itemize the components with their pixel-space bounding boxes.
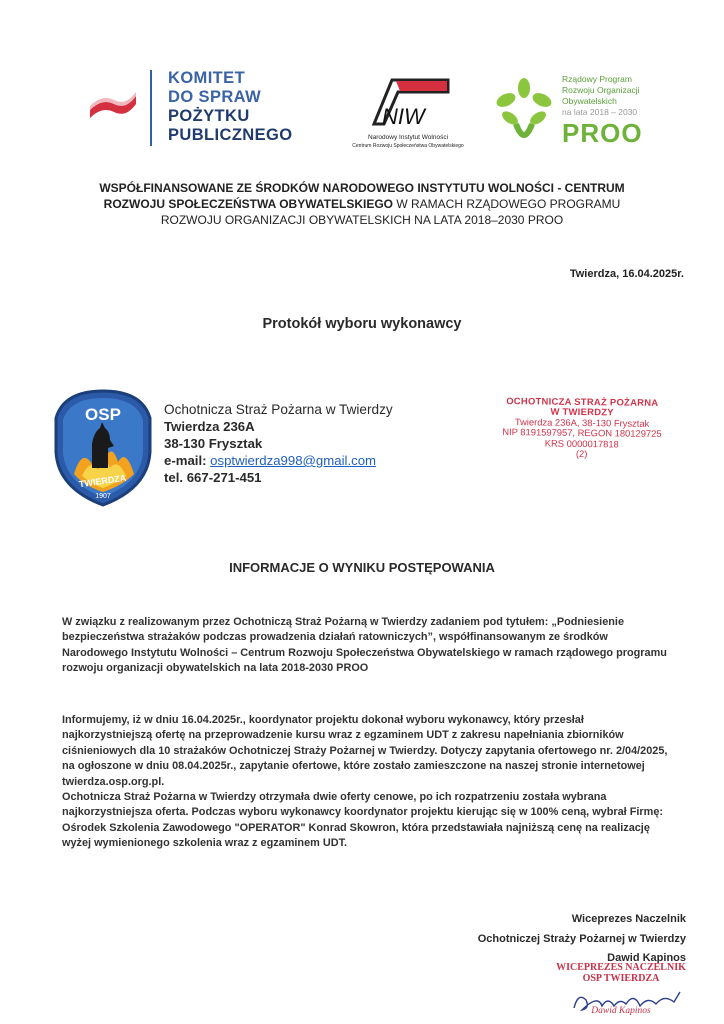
paragraph-result: Informujemy, iż w dniu 16.04.2025r., koordynator projektu dokonał wyboru wykonawcy, który przesłał najkorzystniejszą ofertę na przeprowadzenie kursu wraz z egzaminem UDT z zakresu napełniania zbiorników ciśnieniowych dla 10 strażaków Ochotniczej Straży Pożarnej w Twierdzy. Dotyczy zapytania ofertowego nr. 2/04/2025, na ogłoszone w dniu 08.04.2025r., zapytanie ofertowe, które zostało zamieszczone na naszej stronie internetowej twierdza.osp.org.pl. Ochotnicza Straż Pożarna w Twierdzy otrzymała dwie oferty cenowe, po ich rozpatrzeniu została wybrana najkorzystniejsza oferta. Podczas wyboru wykonawcy koordynator projektu kierując się w 100% ceną, wybrał Firmę: Ośrodek Szkolenia Zawodowego "OPERATOR" Konrad Skowron, która przedstawiała najniższą cenę na realizację wyżej wymienionego szkolenia wraz z egzaminem UDT. <box>62 714 668 850</box>
niw-mark: NIW <box>382 104 425 129</box>
niw-logo-icon <box>362 72 452 132</box>
document-title: Protokół wyboru wykonawcy <box>262 316 462 332</box>
badge-top-text: OSP <box>85 405 121 424</box>
komitet-logo-text: KOMITET DO SPRAW POŻYTKU PUBLICZNEGO <box>168 69 293 144</box>
organization-contact <box>164 401 393 486</box>
niw-subtitle: Narodowy Instytut Wolności Centrum Rozwoju Społeczeństwa Obywatelskiego <box>352 134 464 149</box>
proo-program-text: Rządowy Program Rozwoju Organizacji Obywatelskich na lata 2018 – 2030 <box>562 74 640 117</box>
signature-block: Wiceprezes Naczelnik Ochotniczej Straży Pożarnej w Twierdzy Dawid Kapinos <box>477 913 686 964</box>
badge-bottom-text: TWIERDZA <box>78 472 127 490</box>
org-phone: tel. 667-271-451 <box>164 470 262 485</box>
cofinancing-note: WSPÓŁFINANSOWANE ZE ŚRODKÓW NARODOWEGO INSTYTUTU WOLNOŚCI - CENTRUM ROZWOJU SPOŁECZEŃSTWA OBYWATELSKIEGO W RAMACH RZĄDOWEGO PROGRAMU ROZWOJU ORGANIZACJI OBYWATELSKICH NA LATA 2018–2030 PROO <box>99 181 625 227</box>
email-label: e-mail: <box>164 453 211 468</box>
paragraph-intro: W związku z realizowanym przez Ochotniczą Straż Pożarną w Twierdzy zadaniem pod tytułem: „Podniesienie bezpieczeństwa strażaków podczas prowadzenia działań ratowniczych”, współfinansowanym ze środków Narodowego Instytutu Wolności – Centrum Rozwoju Społeczeństwa Obywatelskiego w ramach rządowego programu rozwoju organizacji obywatelskich na lata 2018-2030 PROO <box>62 616 667 675</box>
osp-badge-icon <box>52 388 154 508</box>
badge-year-text: 1907 <box>95 493 111 500</box>
komitet-flag-icon <box>88 92 138 120</box>
proo-flower-icon <box>492 74 556 148</box>
org-address1: Twierdza 236A <box>164 419 255 434</box>
section-heading: INFORMACJE O WYNIKU POSTĘPOWANIA <box>229 560 495 575</box>
proo-mark: PROO <box>562 118 643 148</box>
organization-stamp: OCHOTNICZA STRAŻ POŻARNA W TWIERDZY Twierdza 236A, 38-130 Frysztak NIP 8191597957, REGON 180129725 KRS 0000017818 (2) <box>502 395 662 460</box>
email-link[interactable]: osptwierdza998@gmail.com <box>210 453 377 468</box>
komitet-divider <box>150 70 152 146</box>
org-address2: 38-130 Frysztak <box>164 436 263 451</box>
handwritten-signature-icon <box>568 984 688 1018</box>
signature-stamp: WICEPREZES NACZELNIK OSP TWIERDZA Dawid Kapinos <box>556 962 686 1016</box>
document-date: Twierdza, 16.04.2025r. <box>569 268 684 280</box>
org-name: Ochotnicza Straż Pożarna w Twierdzy <box>164 402 393 417</box>
